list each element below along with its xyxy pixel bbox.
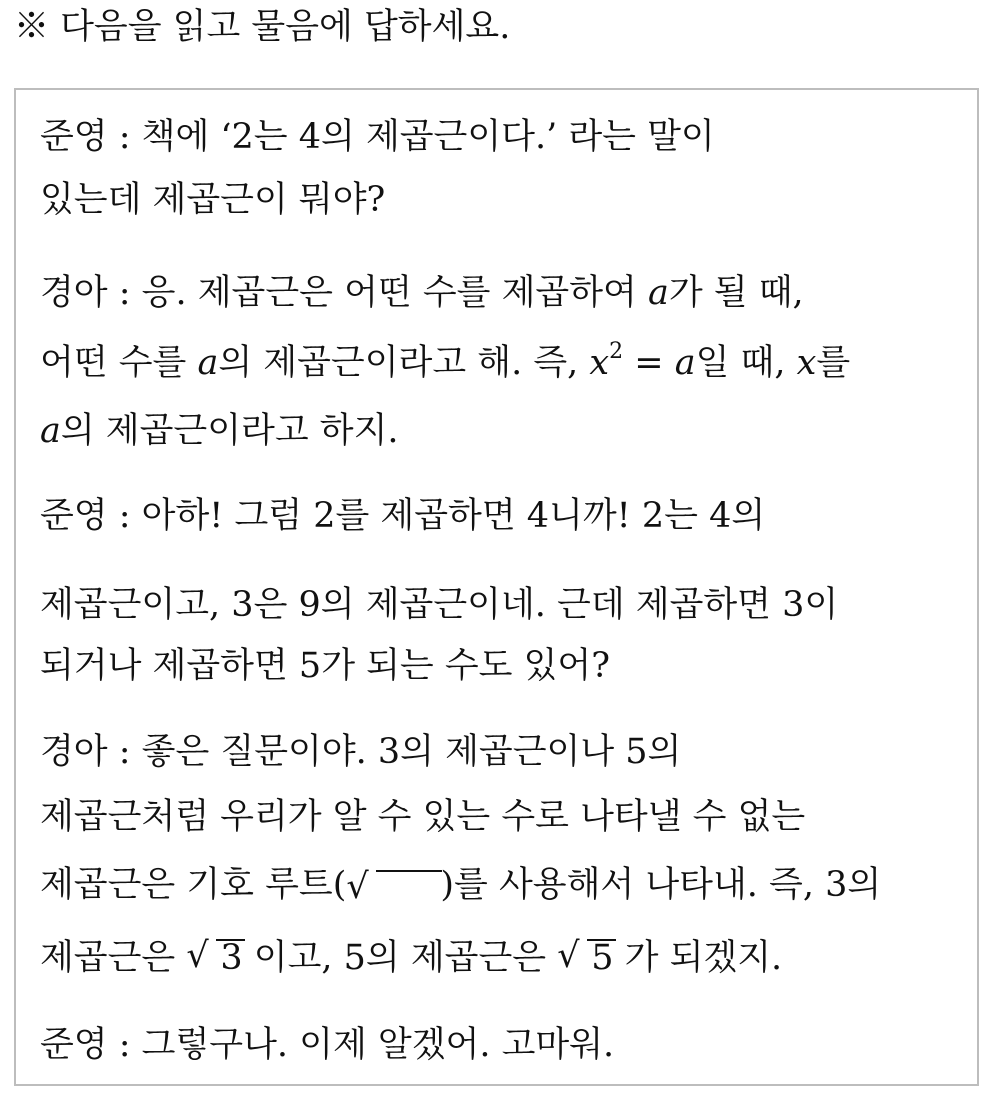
dialogue-text: 어떤 수를 (40, 343, 198, 383)
dialogue-line-8: 되거나 제곱하면 5가 되는 수도 있어? (40, 646, 611, 686)
dialogue-line-11 (40, 860, 881, 910)
dialogue-text: 의 제곱근이라고 하지. (60, 411, 399, 451)
dialogue-line-1: 준영 : 책에 ‘2는 4의 제곱근이다.’ 라는 말이 (40, 117, 715, 157)
dialogue-line-10: 제곱근처럼 우리가 알 수 있는 수로 나타낼 수 없는 (40, 797, 806, 837)
dialogue-text: 가 되겠지. (613, 938, 783, 978)
dialogue-line-9: 경아 : 좋은 질문이야. 3의 제곱근이나 5의 (40, 732, 682, 772)
dialogue-line-5 (40, 406, 399, 456)
dialogue-text: 가 될 때, (668, 273, 804, 313)
dialogue-text: 경아 : 응. 제곱근은 어떤 수를 제곱하여 (40, 273, 648, 313)
dialogue-text: 제곱근은 (40, 938, 187, 978)
dialogue-text: )를 사용해서 나타내. 즉, 3의 (440, 865, 882, 905)
dialogue-text: 이고, 5의 제곱근은 (242, 938, 558, 978)
dialogue-text: 제곱근은 기호 루트( (40, 865, 347, 905)
math-equals: = (623, 343, 675, 383)
sqrt-5: √ 5 (557, 936, 614, 978)
math-variable-a: a (647, 273, 669, 313)
dialogue-text: 일 때, (695, 343, 797, 383)
sqrt-3: √ 3 (186, 936, 243, 978)
dialogue-line-2: 있는데 제곱근이 뭐야? (40, 180, 386, 220)
math-variable-a: a (197, 343, 219, 383)
instruction-text: ※ 다음을 읽고 물음에 답하세요. (14, 7, 511, 47)
dialogue-line-13: 준영 : 그렇구나. 이제 알겠어. 고마워. (40, 1025, 615, 1065)
dialogue-box (14, 88, 979, 1086)
math-variable-a: a (40, 411, 61, 451)
radical-symbol: √ (346, 864, 440, 900)
dialogue-line-12 (40, 933, 782, 983)
dialogue-line-7: 제곱근이고, 3은 9의 제곱근이네. 근데 제곱하면 3이 (40, 585, 839, 625)
math-variable-a: a (674, 343, 696, 383)
math-variable-x: x (796, 343, 817, 383)
math-exponent: 2 (609, 339, 624, 364)
dialogue-text: 를 (816, 343, 851, 383)
dialogue-text: 의 제곱근이라고 해. 즉, (218, 343, 590, 383)
dialogue-line-3 (40, 268, 804, 318)
dialogue-line-4 (40, 338, 850, 393)
math-variable-x: x (589, 343, 610, 383)
dialogue-line-6: 준영 : 아하! 그럼 2를 제곱하면 4니까! 2는 4의 (40, 496, 766, 536)
